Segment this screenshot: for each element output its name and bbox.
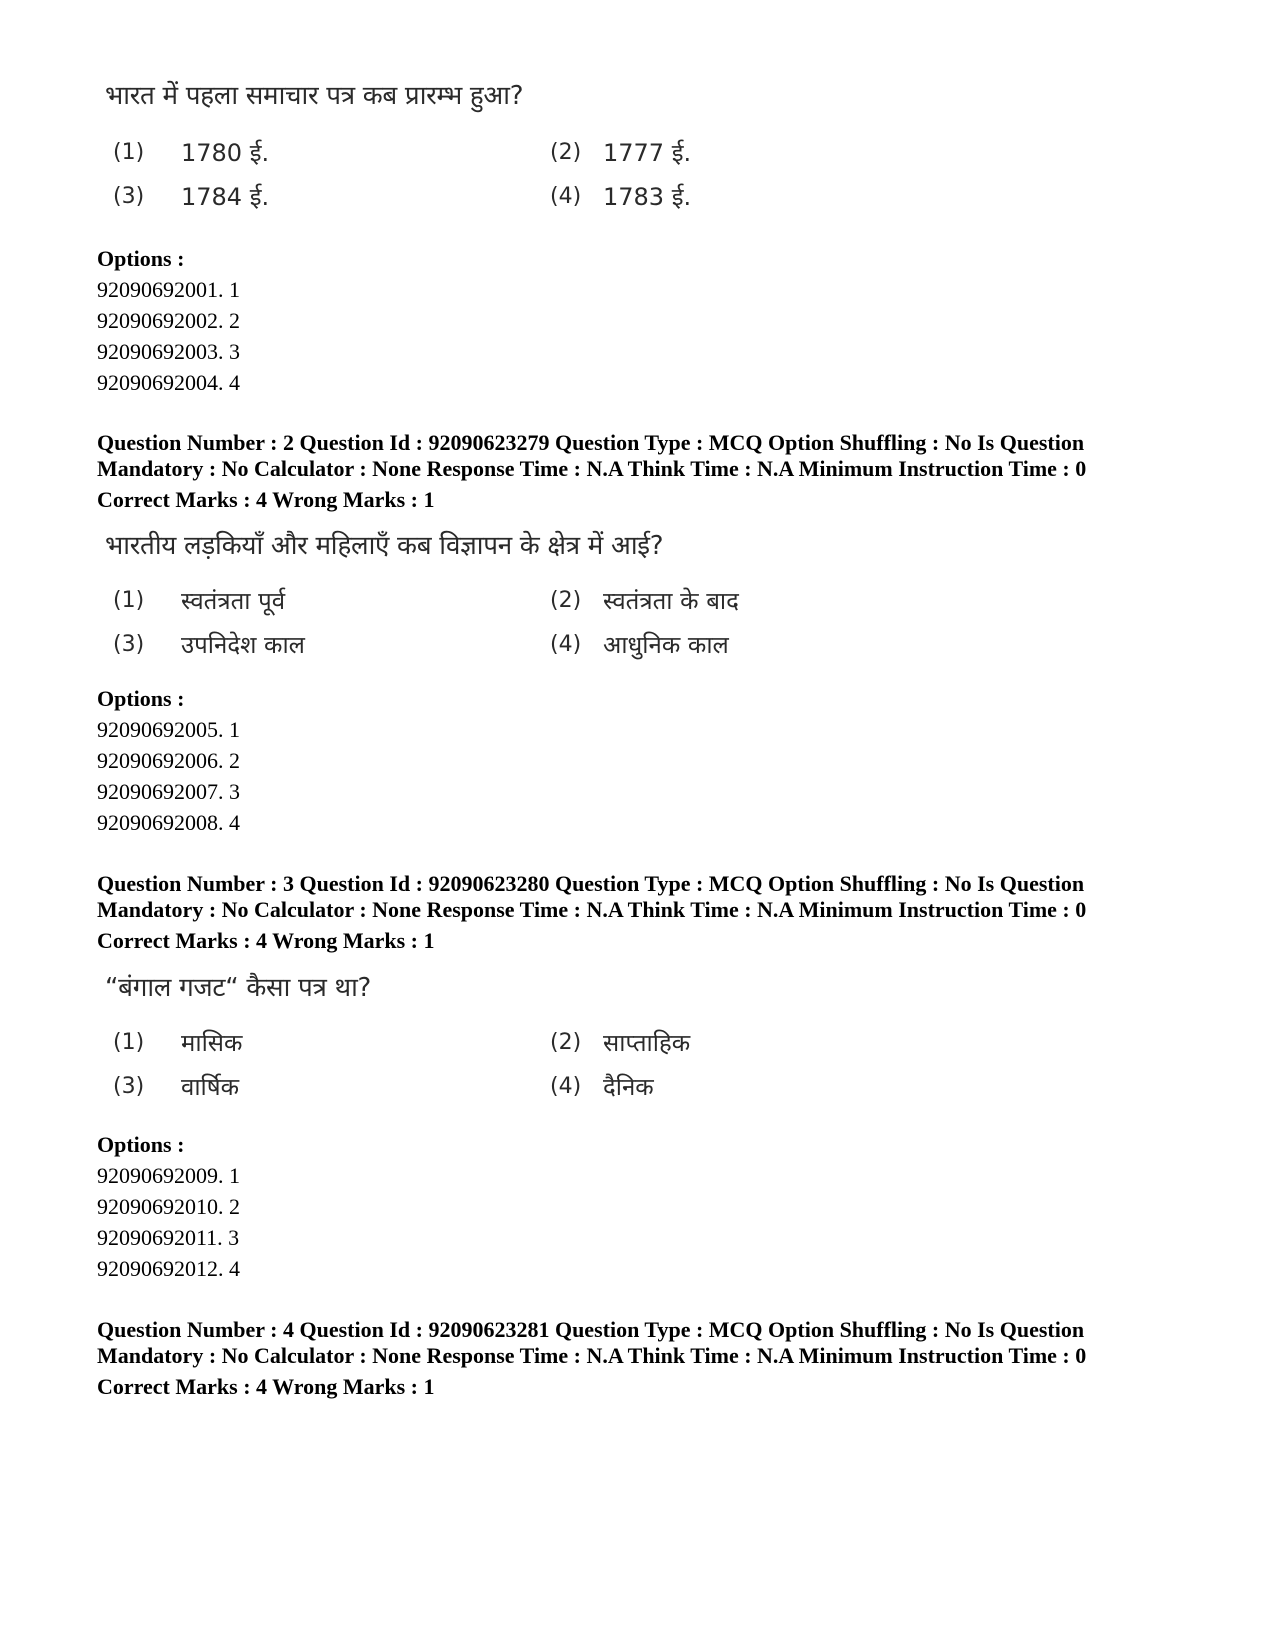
option-id: 92090692011. 3 <box>97 1225 240 1250</box>
option-id: 92090692003. 3 <box>97 339 240 364</box>
option-id: 92090692012. 4 <box>97 1256 240 1281</box>
choice-number: (2) <box>550 140 582 165</box>
question-2-options <box>97 683 240 838</box>
question-3-image <box>105 970 865 1101</box>
question-1-options <box>97 243 240 398</box>
question-meta-line: Mandatory : No Calculator : None Response Time : N.A Think Time : N.A Minimum Instruction Time : 0 <box>97 456 1087 481</box>
choice-number: (4) <box>550 632 582 657</box>
choice-number: (4) <box>550 1074 582 1099</box>
question-3-choice-row-2 <box>113 1068 873 1104</box>
question-marks: Correct Marks : 4 Wrong Marks : 1 <box>97 487 435 512</box>
option-id: 92090692001. 1 <box>97 277 240 302</box>
question-2-text: भारतीय लड़कियाँ और महिलाएँ कब विज्ञापन के क्षेत्र में आई? <box>105 531 664 561</box>
choice-text: मासिक <box>181 1029 243 1057</box>
question-1-choice-row-2 <box>113 178 873 214</box>
option-id: 92090692002. 2 <box>97 308 240 333</box>
choice-number: (3) <box>113 632 145 657</box>
question-3-options <box>97 1129 240 1284</box>
option-id: 92090692009. 1 <box>97 1163 240 1188</box>
choice-text: स्वतंत्रता पूर्व <box>181 587 286 615</box>
options-heading: Options : <box>97 1132 185 1157</box>
question-1-choice-row-1 <box>113 134 873 170</box>
question-1-image <box>105 78 865 211</box>
choice-text: दैनिक <box>603 1073 654 1101</box>
choice-text: साप्ताहिक <box>603 1029 691 1057</box>
options-heading: Options : <box>97 246 185 271</box>
question-2-meta <box>97 430 1182 513</box>
choice-text: स्वतंत्रता के बाद <box>603 587 739 615</box>
choice-number: (2) <box>550 588 582 613</box>
question-2-choice-row-2 <box>113 626 873 662</box>
choice-number: (1) <box>113 1030 145 1055</box>
choice-number: (4) <box>550 184 582 209</box>
question-4-meta <box>97 1317 1182 1400</box>
choice-number: (3) <box>113 184 145 209</box>
option-id: 92090692008. 4 <box>97 810 240 835</box>
question-meta-line: Question Number : 3 Question Id : 92090623280 Question Type : MCQ Option Shuffling : No Is Question <box>97 871 1085 896</box>
choice-number: (3) <box>113 1074 145 1099</box>
option-id: 92090692010. 2 <box>97 1194 240 1219</box>
choice-text: वार्षिक <box>181 1073 240 1101</box>
question-3-choice-row-1 <box>113 1024 873 1060</box>
question-3-meta <box>97 871 1182 954</box>
question-3-text: “बंगाल गजट“ कैसा पत्र था? <box>105 973 372 1003</box>
choice-text: आधुनिक काल <box>603 631 729 659</box>
choice-text: 1780 ई. <box>181 139 270 167</box>
question-meta-line: Mandatory : No Calculator : None Response Time : N.A Think Time : N.A Minimum Instruction Time : 0 <box>97 897 1087 922</box>
choice-number: (2) <box>550 1030 582 1055</box>
option-id: 92090692004. 4 <box>97 370 240 395</box>
question-marks: Correct Marks : 4 Wrong Marks : 1 <box>97 1374 435 1399</box>
option-id: 92090692005. 1 <box>97 717 240 742</box>
question-meta-line: Mandatory : No Calculator : None Response Time : N.A Think Time : N.A Minimum Instruction Time : 0 <box>97 1343 1087 1368</box>
option-id: 92090692007. 3 <box>97 779 240 804</box>
options-heading: Options : <box>97 686 185 711</box>
choice-number: (1) <box>113 588 145 613</box>
choice-text: 1777 ई. <box>603 139 692 167</box>
question-2-image <box>105 528 865 659</box>
question-marks: Correct Marks : 4 Wrong Marks : 1 <box>97 928 435 953</box>
choice-text: 1783 ई. <box>603 183 692 211</box>
option-id: 92090692006. 2 <box>97 748 240 773</box>
choice-number: (1) <box>113 140 145 165</box>
choice-text: 1784 ई. <box>181 183 270 211</box>
question-2-choice-row-1 <box>113 582 873 618</box>
question-1-text: भारत में पहला समाचार पत्र कब प्रारम्भ हुआ? <box>105 81 524 111</box>
choice-text: उपनिदेश काल <box>181 631 305 659</box>
question-meta-line: Question Number : 2 Question Id : 92090623279 Question Type : MCQ Option Shuffling : No Is Question <box>97 430 1085 455</box>
question-meta-line: Question Number : 4 Question Id : 92090623281 Question Type : MCQ Option Shuffling : No Is Question <box>97 1317 1085 1342</box>
